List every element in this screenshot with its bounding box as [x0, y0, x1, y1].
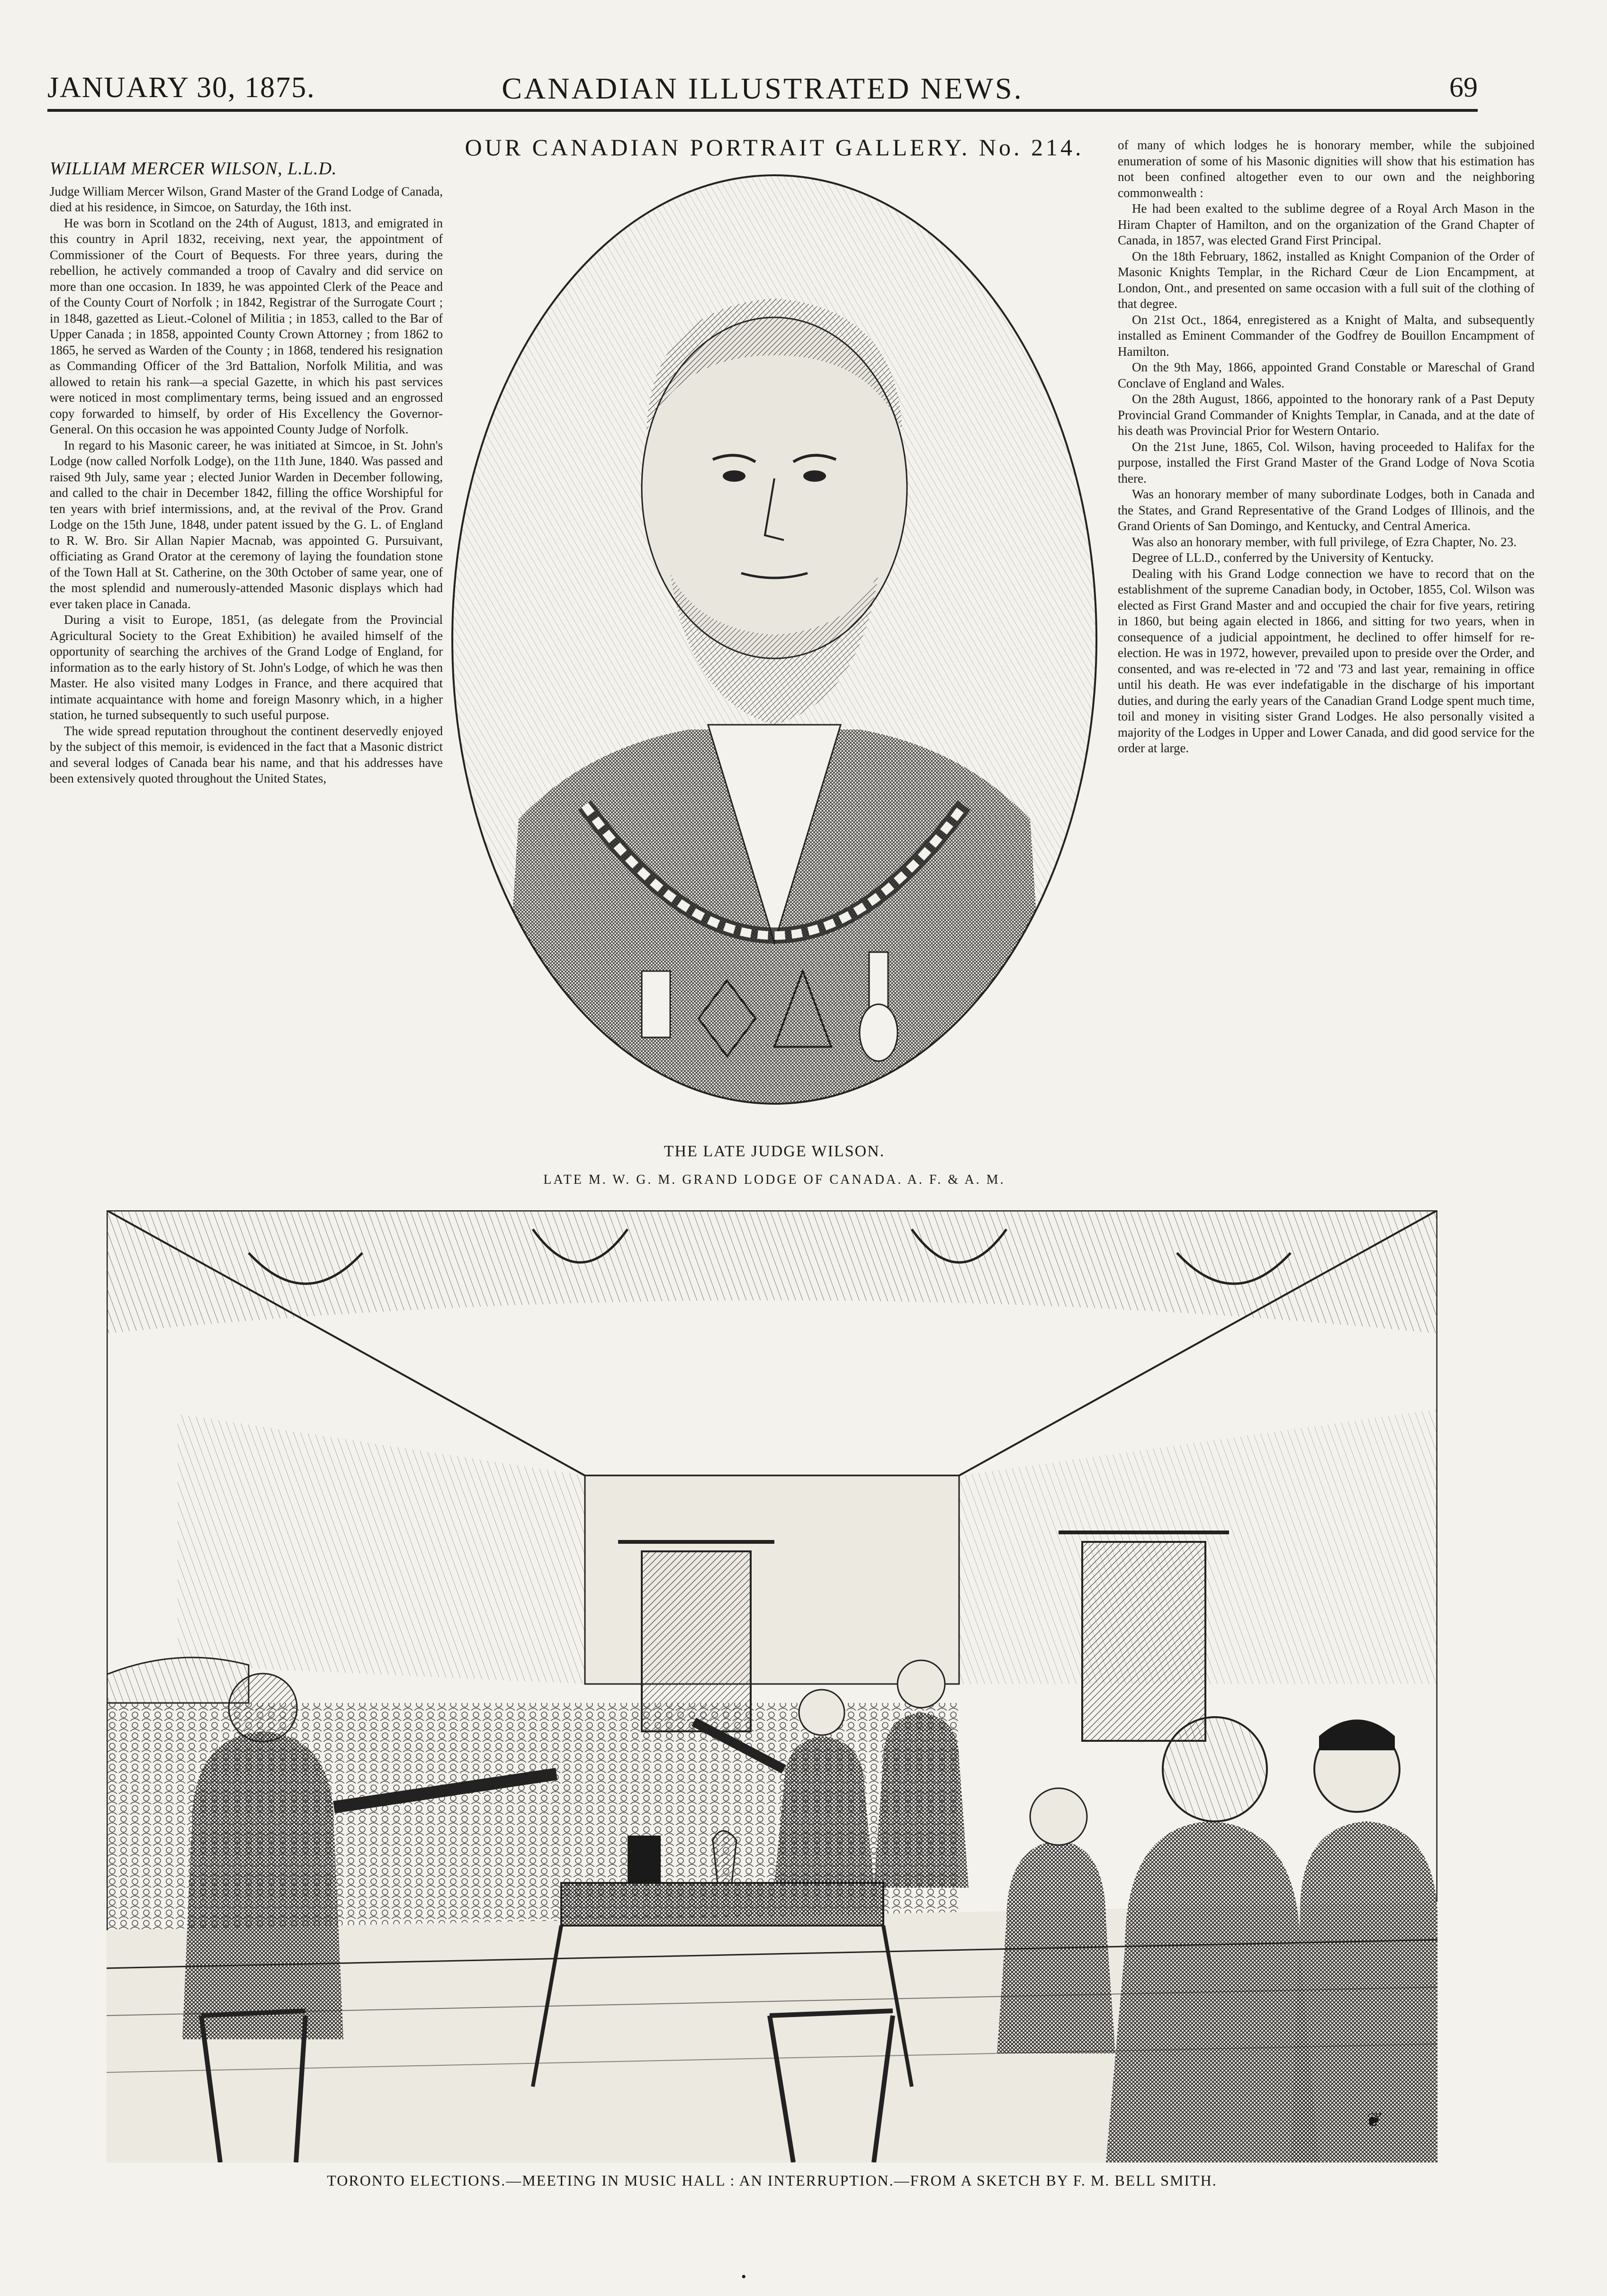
bio-paragraph: Judge William Mercer Wilson, Grand Master of the Grand Lodge of Canada, died at his residence, in Simcoe, on Saturday, the 16th inst. [50, 184, 443, 214]
masthead-rule [47, 109, 1478, 112]
bio-paragraph: Was also an honorary member, with full privilege, of Ezra Chapter, No. 23. [1132, 534, 1517, 549]
bio-paragraph: of many of which lodges he is honorary member, while the subjoined enumeration of some of his Masonic dignities will show that his estimation has not been confined altogether even to our own and the neighboring commonwealth : [1118, 138, 1535, 200]
bio-heading: WILLIAM MERCER WILSON, L.L.D. [50, 159, 337, 179]
newspaper-title: CANADIAN ILLUSTRATED NEWS. [502, 72, 1023, 105]
issue-date: JANUARY 30, 1875. [47, 72, 315, 104]
masthead [47, 71, 1478, 123]
page-mark: • [741, 2269, 746, 2285]
bio-paragraph: On the 9th May, 1866, appointed Grand Constable or Mareschal of Grand Conclave of England and Wales. [1118, 360, 1535, 390]
engraving-caption: TORONTO ELECTIONS.—MEETING IN MUSIC HALL : AN INTERRUPTION.—FROM A SKETCH BY F. M. BELL SMITH. [327, 2172, 1217, 2189]
bio-paragraph: On 21st Oct., 1864, enregistered as a Knight of Malta, and subsequently installed as Eminent Commander of the Godfrey de Bouillon Encampment of Hamilton. [1118, 312, 1535, 359]
music-hall-engraving [107, 1210, 1437, 2162]
bio-paragraph: He had been exalted to the sublime degree of a Royal Arch Mason in the Hiram Chapter of Hamilton, and on the organization of the Grand Chapter of Canada, in 1857, was elected Grand First Principal. [1118, 201, 1535, 247]
bio-paragraph: The wide spread reputation throughout the continent deservedly enjoyed by the subject of this memoir, is evidenced in the fact that a Masonic district and several lodges of Canada bear his name, and that his addresses have been extensively quoted throughout the United States, [50, 723, 443, 785]
bio-right-column [1118, 137, 1535, 756]
bio-paragraph: On the 21st June, 1865, Col. Wilson, having proceeded to Halifax for the purpose, installed the First Grand Master of the Grand Lodge of Nova Scotia there. [1118, 439, 1535, 486]
bio-paragraph: During a visit to Europe, 1851, (as delegate from the Provincial Agricultural Society to the Great Exhibition) he availed himself of the opportunity of searching the archives of the Grand Lodge of England, for information as to the early history of St. John's Lodge, of which he was then Master. He also visited many Lodges in France, and there acquired that intimate acquaintance with home and foreign Masonry which, in a higher station, he turned subsequently to such useful purpose. [50, 612, 443, 722]
portrait-engraving [443, 166, 1106, 1113]
bio-paragraph: Was an honorary member of many subordinate Lodges, both in Canada and the States, and Grand Representative of the Grand Lodges of Illinois, and the Grand Orients of San Domingo, and Kentucky, and Central America. [1118, 487, 1535, 533]
bio-paragraph: He was born in Scotland on the 24th of August, 1813, and emigrated in this country in April 1832, receiving, next year, the appointment of Commissioner of the Court of Bequests. For three years, during the rebellion, he actively commanded a troop of Cavalry and did service on more than one occasion. In 1839, he was appointed Clerk of the Peace and of the County Court of Norfolk ; in 1842, Registrar of the Surrogate Court ; in 1848, gazetted as Lieut.-Colonel of Militia ; in 1853, called to the Bar of Upper Canada ; in 1858, appointed County Crown Attorney ; from 1862 to 1865, he served as Warden of the County ; in 1868, tendered his resignation as Commanding Officer of the 3rd Battalion, Norfolk Militia, and was allowed to retain his rank—a special Gazette, in which his past services were noticed in most complimentary terms, being issued and an engrossed copy forwarded to himself, by order of His Excellency the Governor-General. On this occasion he was appointed County Judge of Norfolk. [50, 216, 443, 436]
bio-left-column [50, 161, 443, 787]
portrait-subcaption: LATE M. W. G. M. GRAND LODGE OF CANADA. A. F. & A. M. [543, 1172, 1005, 1187]
bio-paragraph: In regard to his Masonic career, he was initiated at Simcoe, in St. John's Lodge (now called Norfolk Lodge), on the 11th June, 1840. Was passed and raised 9th July, same year ; elected Junior Warden in December following, and called to the chair in December 1842, filling the office Worshipful for ten years with brief intermissions, and, at the revival of the Prov. Grand Lodge on the 15th June, 1848, under patent issued by the G. L. of England to R. W. Bro. Sir Allan Napier Macnab, was appointed G. Pursuivant, officiating as Grand Orator at the ceremony of laying the foundation stone of the Town Hall at St. Catherine, on the 30th October of same year, one of the most splendid and numerously-attended Masonic displays which had ever taken place in Canada. [50, 438, 443, 611]
artist-signature: ❦ [1364, 2109, 1381, 2131]
page-number: 69 [1449, 72, 1478, 103]
bio-paragraph: On the 28th August, 1866, appointed to the honorary rank of a Past Deputy Provincial Grand Commander of Knights Templar, in Canada, and at the date of his death was Provincial Prior for Western Ontario. [1118, 392, 1535, 438]
bio-paragraph: Degree of LL.D., conferred by the University of Kentucky. [1132, 550, 1434, 565]
gallery-title: OUR CANADIAN PORTRAIT GALLERY. No. 214. [465, 134, 1084, 161]
bio-paragraph: On the 18th February, 1862, installed as Knight Companion of the Order of Masonic Knights Templar, in the Richard Cœur de Lion Encampment, at London, Ont., and presented on same occasion with a full suit of the clothing of that degree. [1118, 249, 1535, 311]
portrait-caption: THE LATE JUDGE WILSON. [664, 1143, 885, 1160]
bio-paragraph: Dealing with his Grand Lodge connection we have to record that on the establishment of the supreme Canadian body, in October, 1855, Col. Wilson was elected as First Grand Master and and occupied the chair for five years, retiring in 1860, but being again elected in 1866, and sitting for two years, when in consequence of a judicial appointment, he declined to offer himself for re-election. He was in 1972, however, prevailed upon to preside over the Order, and consented, and was re-elected in '72 and '73 and last year, remaining in office until his death. He was ever indefatigable in the discharge of his important duties, and during the early years of the Canadian Grand Lodge spent much time, toil and money in visiting sister Grand Lodges. He also personally visited a majority of the Lodges in Upper and Lower Canada, and did good service for the order at large. [1118, 566, 1535, 755]
